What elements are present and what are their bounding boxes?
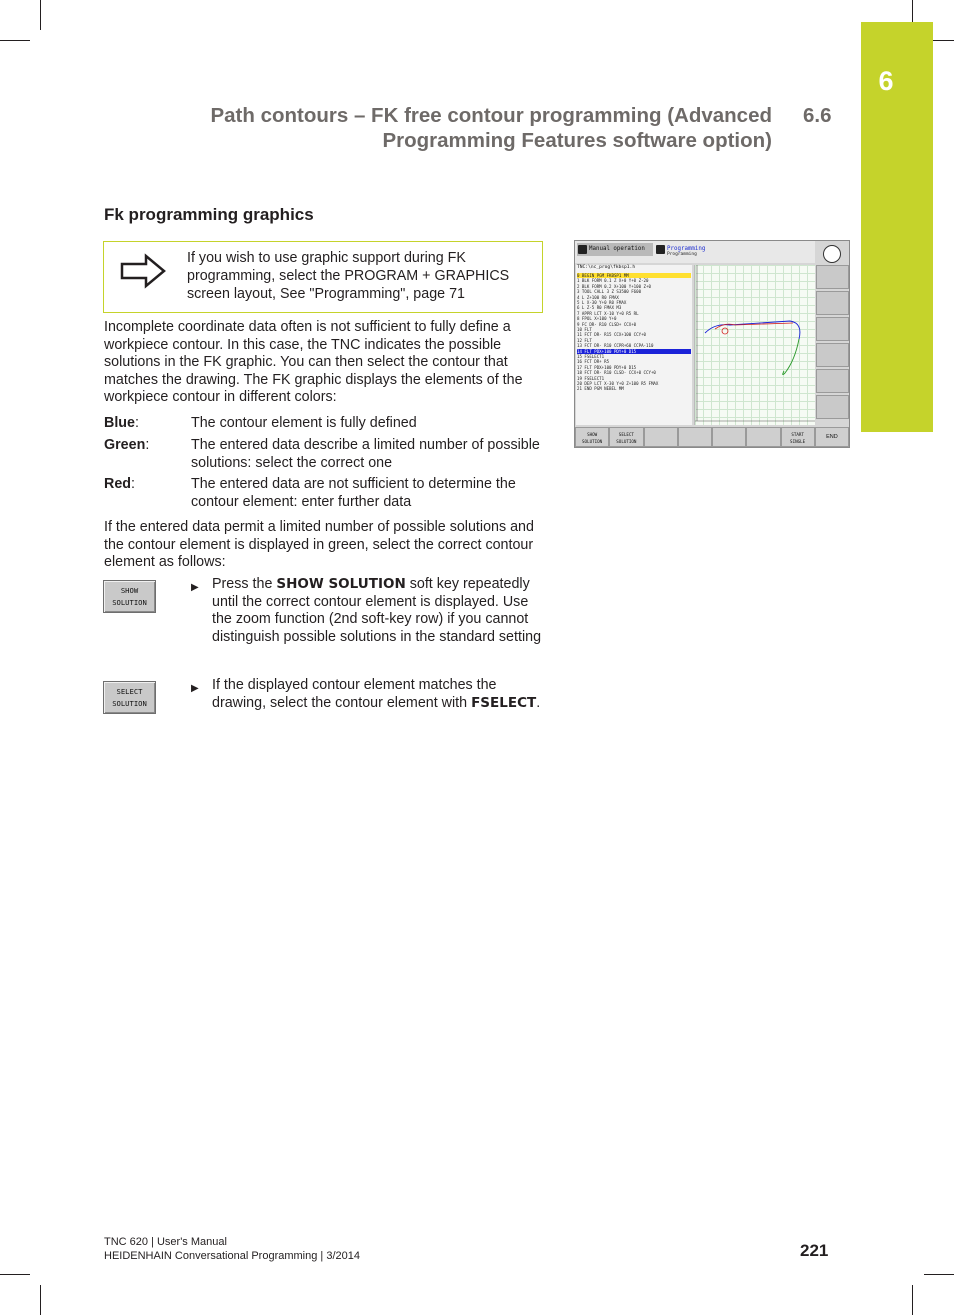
program-line: 9 FC DR- R10 CLSD+ CCX+0 bbox=[577, 321, 637, 327]
program-line: 7 APPR LCT X-10 Y+0 R5 RL bbox=[577, 310, 639, 316]
crop-mark bbox=[0, 40, 30, 41]
program-line: 12 FLT bbox=[577, 337, 592, 343]
screen-softkey bbox=[644, 427, 678, 447]
program-line: 18 FCT DR- R10 CLSD- CCX+0 CCY+0 bbox=[577, 370, 656, 376]
color-definition-red: The entered data are not sufficient to determine the contour element: enter further data bbox=[191, 476, 516, 510]
mode-programming: Programming bbox=[655, 243, 735, 256]
softkey-row bbox=[575, 427, 849, 447]
mode-manual-operation: Manual operation bbox=[577, 243, 653, 256]
contour-drawing bbox=[695, 265, 815, 425]
program-path: TNC:\nc_prog\fkbsp1.h bbox=[577, 265, 636, 270]
select-paragraph: If the entered data permit a limited number of possible solutions and the contour element is displayed in green, select the correct contour element as follows: bbox=[104, 519, 534, 571]
color-definition-blue: The contour element is fully defined bbox=[191, 415, 417, 431]
program-line: 17 FLT PDX+100 PDY+0 D15 bbox=[577, 364, 637, 370]
running-header-title: Path contours – FK free contour programming (Advanced Programming Features software option) bbox=[210, 104, 772, 152]
crop-mark bbox=[0, 1274, 30, 1275]
program-line: 14 FLT PDX+100 PDY+0 D15 bbox=[577, 349, 691, 354]
footer bbox=[104, 1235, 360, 1263]
program-line: 13 FCT DR- R10 CCPR+60 CCPA-110 bbox=[577, 343, 654, 349]
fk-graphic bbox=[694, 265, 815, 425]
crop-mark bbox=[40, 0, 41, 30]
screen-softkey bbox=[712, 427, 746, 447]
program-line: 21 END PGM NEBEL MM bbox=[577, 386, 624, 392]
running-header-section: 6.6 bbox=[803, 104, 832, 127]
bullet-triangle-icon: ▶ bbox=[191, 582, 199, 593]
screen-softkey: SHOW SOLUTION bbox=[575, 427, 609, 447]
note-box bbox=[103, 241, 543, 313]
program-line: 4 L Z+100 R0 FMAX bbox=[577, 294, 619, 300]
program-line: 6 L Z-5 R0 FMAX M3 bbox=[577, 305, 622, 311]
program-line: 1 BLK FORM 0.1 Z X+0 Y+0 Z-20 bbox=[577, 278, 649, 284]
program-line: 16 FCT DR+ R5 bbox=[577, 359, 610, 365]
program-line: 8 FPOL X+100 Y+0 bbox=[577, 316, 617, 322]
program-line: 20 DEP LCT X-30 Y+0 Z+100 R5 FMAX bbox=[577, 381, 659, 386]
program-line: 15 FSELECT1 bbox=[577, 354, 605, 359]
program-line: 3 TOOL CALL 3 Z S3500 F600 bbox=[577, 289, 642, 295]
program-listing bbox=[576, 265, 692, 425]
color-term-red: Red: bbox=[104, 476, 135, 492]
select-solution-softkey: SELECT SOLUTION bbox=[103, 681, 156, 714]
program-line: 2 BLK FORM 0.2 X+100 Y+100 Z+0 bbox=[577, 283, 651, 289]
screen-softkey bbox=[746, 427, 780, 447]
fselect-keyword: FSELECT bbox=[471, 694, 537, 711]
right-arrow-icon bbox=[118, 251, 168, 291]
mode-programming-sub: Programming bbox=[667, 252, 697, 257]
crop-mark bbox=[40, 1285, 41, 1315]
note-text: If you wish to use graphic support during FK programming, select the PROGRAM + GRAPHICS screen layout, See "Programming", page 71 bbox=[187, 250, 510, 302]
color-definition-green: The entered data describe a limited number of possible solutions: select the correct one bbox=[191, 437, 540, 471]
color-term-blue: Blue: bbox=[104, 415, 139, 431]
program-line: 10 FLT bbox=[577, 327, 592, 332]
chapter-tab bbox=[861, 22, 933, 432]
clock-icon bbox=[823, 245, 841, 263]
footer-manual-title: TNC 620 | User's Manual bbox=[104, 1236, 227, 1248]
intro-paragraph: Incomplete coordinate data often is not sufficient to fully define a workpiece contour. In this case, the TNC indicates the possible solutions in the FK graphic. You can then select the contour that matches the drawing. The FK graphic displays the elements of the workpiece contour in different colors: bbox=[104, 319, 523, 406]
softkey-name: SHOW SOLUTION bbox=[276, 576, 406, 592]
program-line: 19 FSELECT1 bbox=[577, 375, 605, 381]
tnc-screenshot bbox=[574, 240, 850, 448]
color-term-green: Green: bbox=[104, 437, 150, 453]
mode-bar bbox=[575, 241, 815, 263]
screen-softkey: START SINGLE bbox=[781, 427, 815, 447]
crop-mark bbox=[924, 1274, 954, 1275]
bullet-triangle-icon: ▶ bbox=[191, 683, 199, 694]
screen-softkey: SELECT SOLUTION bbox=[609, 427, 643, 447]
program-line: 0 BEGIN PGM FKBSP1 MM bbox=[577, 273, 691, 278]
program-line: 5 L X-30 Y+0 R0 FMAX bbox=[577, 300, 627, 305]
program-line: 11 FCT DR- R15 CCX+100 CCY+0 bbox=[577, 332, 647, 338]
footer-subtitle: HEIDENHAIN Conversational Programming | 3/2014 bbox=[104, 1250, 360, 1262]
page-number: 221 bbox=[800, 1241, 829, 1260]
vertical-softkey-column bbox=[816, 265, 849, 425]
section-heading: Fk programming graphics bbox=[104, 205, 314, 224]
show-solution-softkey: SHOW SOLUTION bbox=[103, 580, 156, 613]
crop-mark bbox=[912, 1285, 913, 1315]
screen-softkey: END bbox=[815, 427, 849, 447]
chapter-number: 6 bbox=[878, 66, 894, 96]
screen-softkey bbox=[678, 427, 712, 447]
